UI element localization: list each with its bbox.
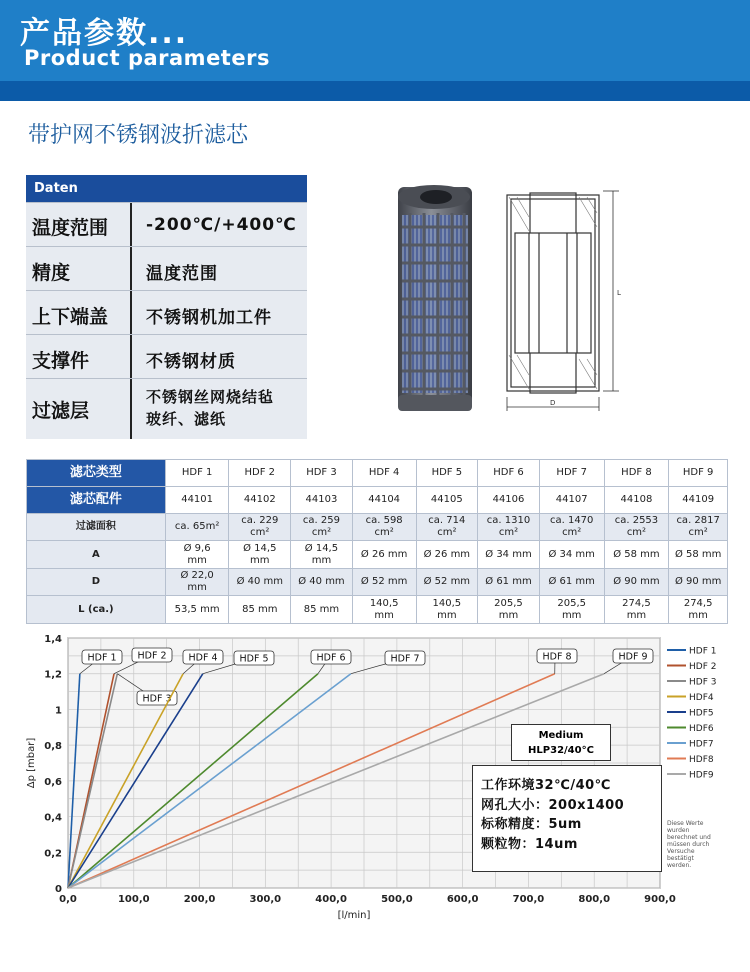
spec-cell-text: 140,5 xyxy=(432,597,462,609)
spec-cell xyxy=(604,541,669,569)
condition-particles: 颗粒物：14um xyxy=(481,836,578,852)
y-tick-label: 0,2 xyxy=(44,848,62,860)
params-key: 过滤层 xyxy=(32,400,90,422)
y-tick-label: 1,4 xyxy=(44,634,62,645)
spec-cell xyxy=(229,541,291,569)
diameter-label: D xyxy=(550,399,556,407)
x-tick-label: 400,0 xyxy=(315,894,347,905)
spec-cell-text: mm xyxy=(626,609,647,621)
spec-cell-text: 140,5 xyxy=(369,597,399,609)
spec-cell-text: mm xyxy=(187,582,207,593)
params-row-endcap xyxy=(26,290,307,335)
spec-cell-text: ca. 229 xyxy=(241,515,279,526)
x-axis-label: [l/min] xyxy=(337,910,371,921)
spec-cell xyxy=(539,541,604,569)
spec-cell xyxy=(604,569,669,596)
spec-cell-text: HDF 6 xyxy=(493,467,524,478)
spec-cell xyxy=(669,460,728,487)
params-row-media xyxy=(26,378,307,440)
x-tick-label: 500,0 xyxy=(381,894,413,905)
spec-cell-text: 44107 xyxy=(555,494,588,505)
spec-cell-text: HDF 7 xyxy=(556,467,587,478)
spec-row-label: D xyxy=(27,569,166,596)
spec-cell xyxy=(291,541,353,569)
condition-precision: 标称精度：5um xyxy=(481,817,582,832)
spec-cell-text: Ø 14,5 xyxy=(243,542,277,554)
spec-cell-text: 44108 xyxy=(620,494,653,505)
spec-cell-text: 53,5 mm xyxy=(174,603,220,615)
header-stripe xyxy=(0,81,750,101)
spec-cell xyxy=(352,569,416,596)
spec-cell xyxy=(291,514,353,541)
condition-env: 工作环境32℃/40℃ xyxy=(481,778,611,793)
params-key: 精度 xyxy=(32,262,71,284)
header-title-zh: 产品参数... xyxy=(20,16,189,51)
y-tick-label: 0,6 xyxy=(44,776,62,788)
spec-cell xyxy=(291,596,353,624)
spec-cell-text: mm xyxy=(688,609,708,621)
spec-cell-text: Ø 61 mm xyxy=(548,576,595,587)
spec-cell xyxy=(229,569,291,596)
x-tick-label: 100,0 xyxy=(117,894,150,905)
spec-cell-text: ca. 259 xyxy=(302,515,340,526)
params-row-temp xyxy=(26,202,307,247)
section-title: 带护网不锈钢波折滤芯 xyxy=(28,123,249,148)
conditions-box xyxy=(472,765,662,872)
spec-cell-text: ca. 714 xyxy=(428,515,466,526)
spec-cell xyxy=(669,596,728,624)
spec-cell-text: 44103 xyxy=(305,494,338,505)
medium-line2: HLP32/40°C xyxy=(528,745,594,756)
spec-cell-text: 44106 xyxy=(492,494,525,505)
spec-cell xyxy=(165,460,229,487)
series-callout-label: HDF 5 xyxy=(239,653,269,665)
spec-cell-text: mm xyxy=(498,609,519,621)
x-tick-label: 0,0 xyxy=(59,894,77,905)
spec-cell-text: mm xyxy=(561,609,582,621)
spec-cell xyxy=(416,514,478,541)
medium-line1: Medium xyxy=(538,730,584,741)
spec-cell xyxy=(165,541,229,569)
spec-cell-text: Ø 52 mm xyxy=(423,576,471,587)
spec-cell-text: ca. 2553 xyxy=(614,515,659,526)
spec-cell-text: ca. 2817 xyxy=(676,515,720,526)
footnote-line: Versuche xyxy=(667,848,695,855)
spec-cell xyxy=(229,514,291,541)
spec-cell-text: 274,5 xyxy=(683,597,713,609)
page-header xyxy=(0,0,750,81)
header-title-en: Product parameters xyxy=(24,46,270,70)
spec-cell-text: mm xyxy=(250,554,270,566)
spec-cell xyxy=(352,596,416,624)
legend-label: HDF4 xyxy=(689,693,714,703)
spec-cell xyxy=(165,487,229,514)
spec-cell xyxy=(604,487,669,514)
spec-cell-text: Ø 40 mm xyxy=(298,576,345,587)
spec-cell xyxy=(352,460,416,487)
footnote-line: müssen durch xyxy=(667,841,710,848)
spec-cell xyxy=(539,596,604,624)
spec-cell xyxy=(352,514,416,541)
spec-cell-text: Ø 61 mm xyxy=(485,576,532,587)
spec-cell xyxy=(416,487,478,514)
footnote-line: bestätigt xyxy=(667,855,694,862)
medium-box xyxy=(511,724,611,761)
spec-cell xyxy=(416,460,478,487)
spec-cell-text: 205,5 xyxy=(494,597,523,609)
x-tick-label: 700,0 xyxy=(512,894,545,905)
spec-cell xyxy=(291,460,353,487)
legend-label: HDF 1 xyxy=(689,646,717,657)
spec-row-label: 滤芯类型 xyxy=(27,460,166,487)
x-tick-label: 900,0 xyxy=(644,894,676,905)
spec-cell xyxy=(604,514,669,541)
params-row-support xyxy=(26,334,307,379)
spec-cell-text: Ø 40 mm xyxy=(236,576,284,587)
chart-footnote xyxy=(667,820,727,869)
params-head: Daten xyxy=(26,175,307,202)
spec-cell xyxy=(416,541,478,569)
spec-cell xyxy=(165,514,229,541)
spec-cell-text: Ø 14,5 xyxy=(304,542,339,554)
series-callout-label: HDF 1 xyxy=(87,652,117,664)
footnote-line: Diese Werte xyxy=(667,820,704,827)
filter-photo xyxy=(396,183,474,415)
y-tick-label: 1 xyxy=(55,705,62,717)
spec-cell-text: mm xyxy=(374,609,394,621)
x-tick-label: 200,0 xyxy=(183,894,216,905)
legend-label: HDF6 xyxy=(689,724,714,734)
spec-cell-text: Ø 90 mm xyxy=(613,576,660,587)
spec-cell-text: Ø 34 mm xyxy=(485,548,532,560)
params-row-precision xyxy=(26,246,307,291)
spec-cell xyxy=(604,460,669,487)
spec-cell-text: ca. 65m² xyxy=(174,521,220,532)
spec-cell xyxy=(478,569,540,596)
y-tick-label: 1,2 xyxy=(44,669,62,681)
spec-cell-text: HDF 8 xyxy=(621,467,652,478)
spec-cell-text: mm xyxy=(187,554,207,566)
spec-cell xyxy=(478,514,540,541)
series-callout-label: HDF 7 xyxy=(390,653,420,665)
spec-cell xyxy=(416,569,478,596)
series-callout-label: HDF 6 xyxy=(316,652,346,664)
footnote-line: werden. xyxy=(667,862,692,869)
spec-cell-text: Ø 58 mm xyxy=(613,548,660,560)
legend-label: HDF9 xyxy=(689,770,714,781)
spec-cell xyxy=(291,569,353,596)
length-label: L xyxy=(617,289,621,297)
spec-cell-text: cm² xyxy=(562,527,582,538)
series-callout-label: HDF 3 xyxy=(142,693,172,705)
spec-cell-text: Ø 90 mm xyxy=(674,576,722,587)
legend-label: HDF8 xyxy=(689,755,714,765)
series-callout-label: HDF 2 xyxy=(137,650,167,662)
spec-cell xyxy=(229,460,291,487)
spec-cell-text: Ø 52 mm xyxy=(360,576,408,587)
spec-cell-text: HDF 2 xyxy=(244,467,276,478)
spec-cell-text: cm² xyxy=(688,527,708,538)
spec-cell xyxy=(604,596,669,624)
spec-cell xyxy=(478,596,540,624)
y-axis-label: Δp [mbar] xyxy=(26,737,37,789)
params-key: 上下端盖 xyxy=(32,306,109,328)
x-tick-label: 800,0 xyxy=(578,894,611,905)
condition-mesh: 网孔大小：200x1400 xyxy=(481,797,625,813)
spec-cell-text: HDF 1 xyxy=(181,467,213,478)
params-key: 温度范围 xyxy=(32,217,109,239)
spec-cell-text: ca. 598 xyxy=(365,515,403,526)
spec-cell-text: cm² xyxy=(311,527,332,538)
legend-label: HDF 3 xyxy=(689,677,717,688)
spec-cell-text: cm² xyxy=(437,527,457,538)
spec-cell xyxy=(669,514,728,541)
spec-cell xyxy=(352,487,416,514)
params-value-line2: 玻纤、滤纸 xyxy=(146,410,227,428)
params-value: 不锈钢机加工件 xyxy=(146,308,272,328)
spec-cell-text: HDF 3 xyxy=(306,467,337,478)
spec-cell xyxy=(539,487,604,514)
spec-row-label: 滤芯配件 xyxy=(27,487,166,514)
spec-cell-text: ca. 1470 xyxy=(549,515,594,526)
spec-cell-text: 44102 xyxy=(243,494,276,505)
spec-cell xyxy=(165,596,229,624)
spec-cell-text: HDF 5 xyxy=(431,467,463,478)
params-value: 不锈钢材质 xyxy=(146,352,236,372)
spec-cell-text: 44104 xyxy=(368,494,401,505)
params-table xyxy=(26,175,307,439)
y-tick-label: 0,8 xyxy=(44,741,62,753)
spec-row-label: A xyxy=(27,541,166,569)
spec-cell xyxy=(165,569,229,596)
spec-row-label: 过滤面积 xyxy=(27,514,166,541)
spec-cell-text: Ø 26 mm xyxy=(360,548,408,560)
legend-label: HDF5 xyxy=(689,708,714,719)
params-key: 支撑件 xyxy=(32,350,90,372)
spec-cell xyxy=(229,596,291,624)
params-value-line1: 不锈钢丝网烧结毡 xyxy=(146,388,275,406)
spec-cell-text: 274,5 xyxy=(622,597,651,609)
params-value: -200℃/+400℃ xyxy=(146,215,297,235)
y-tick-label: 0 xyxy=(55,884,62,895)
footnote-line: berechnet und xyxy=(667,834,711,841)
spec-cell-text: Ø 22,0 xyxy=(180,570,214,581)
spec-cell-text: 44109 xyxy=(682,494,715,505)
filter-drawing xyxy=(495,183,630,415)
spec-cell-text: cm² xyxy=(498,527,519,538)
spec-cell-text: cm² xyxy=(250,527,270,538)
spec-cell xyxy=(539,514,604,541)
spec-cell xyxy=(669,569,728,596)
spec-cell-text: HDF 9 xyxy=(682,467,714,478)
series-callout-label: HDF 4 xyxy=(188,652,218,664)
spec-cell-text: Ø 26 mm xyxy=(423,548,471,560)
footnote-line: wurden xyxy=(667,827,690,834)
spec-cell-text: HDF 4 xyxy=(368,467,400,478)
spec-row-label: L (ca.) xyxy=(27,596,166,624)
spec-cell xyxy=(478,541,540,569)
spec-cell-text: ca. 1310 xyxy=(486,515,531,526)
y-tick-label: 0,4 xyxy=(44,812,62,824)
spec-cell-text: 44105 xyxy=(430,494,463,505)
spec-cell xyxy=(539,569,604,596)
spec-cell-text: Ø 9,6 xyxy=(183,542,211,554)
spec-cell xyxy=(229,487,291,514)
series-callout-label: HDF 8 xyxy=(542,651,572,663)
spec-cell xyxy=(416,596,478,624)
spec-table xyxy=(26,459,728,624)
spec-cell-text: 85 mm xyxy=(242,603,278,615)
spec-cell-text: 85 mm xyxy=(303,603,340,615)
spec-cell xyxy=(478,460,540,487)
spec-cell xyxy=(352,541,416,569)
spec-cell xyxy=(539,460,604,487)
series-callout-label: HDF 9 xyxy=(618,651,648,663)
legend-label: HDF7 xyxy=(689,739,714,750)
spec-cell-text: Ø 34 mm xyxy=(548,548,595,560)
spec-cell-text: mm xyxy=(311,554,332,566)
spec-cell-text: cm² xyxy=(374,527,394,538)
spec-cell-text: 44101 xyxy=(181,494,214,505)
legend-label: HDF 2 xyxy=(689,662,717,672)
spec-cell xyxy=(478,487,540,514)
spec-cell xyxy=(669,541,728,569)
spec-cell xyxy=(291,487,353,514)
spec-cell-text: mm xyxy=(437,609,457,621)
spec-cell-text: cm² xyxy=(626,527,647,538)
x-tick-label: 300,0 xyxy=(249,894,282,905)
spec-cell-text: 205,5 xyxy=(557,597,586,609)
spec-cell xyxy=(669,487,728,514)
spec-cell-text: Ø 58 mm xyxy=(674,548,722,560)
x-tick-label: 600,0 xyxy=(446,894,479,905)
params-value: 温度范围 xyxy=(146,264,218,284)
